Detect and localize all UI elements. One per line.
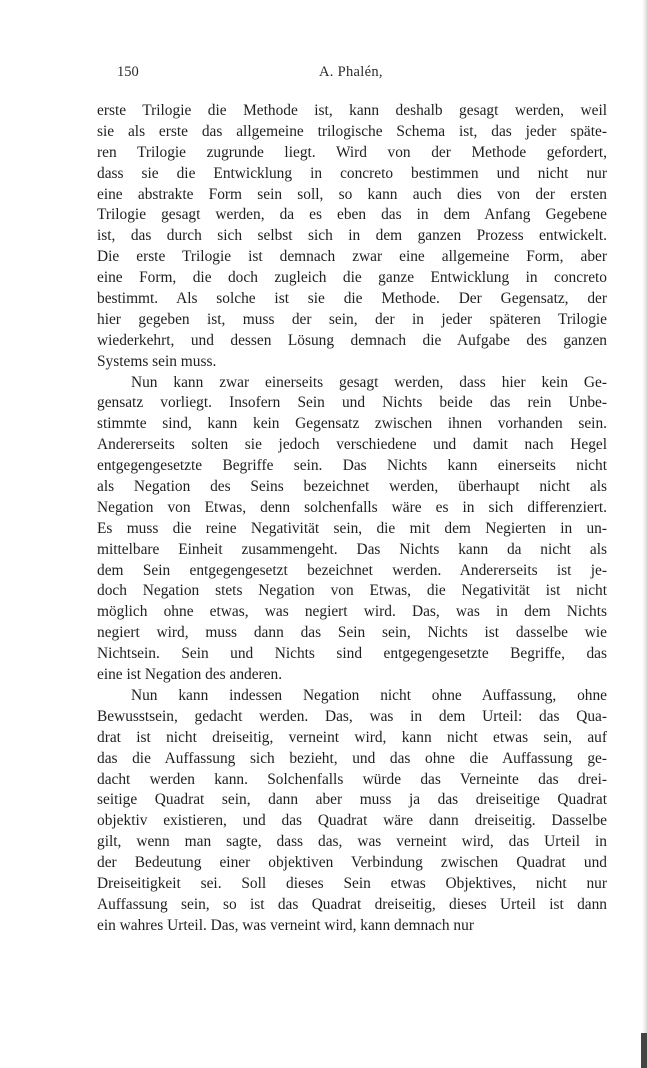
text-line: Nun kann zwar einerseits gesagt werden, dass hier kein Ge- bbox=[131, 373, 607, 391]
page-number: 150 bbox=[117, 64, 139, 80]
text-line: gilt, wenn man sagte, dass das, was verneint wird, das Urteil in bbox=[97, 833, 607, 851]
text-line: eine Form, die doch zugleich die ganze Entwicklung in concreto bbox=[97, 269, 607, 287]
page-edge-shadow bbox=[642, 0, 648, 1068]
body-text bbox=[97, 101, 607, 937]
paragraph bbox=[97, 101, 607, 373]
text-line: doch Negation stets Negation von Etwas, die Negativität ist nicht bbox=[97, 582, 607, 600]
text-line: hier gegeben ist, muss der sein, der in jeder späteren Trilogie bbox=[97, 310, 607, 328]
running-head: A. Phalén, bbox=[319, 64, 383, 80]
page-edge-mark bbox=[641, 1033, 647, 1068]
text-line: objektiv existieren, und das Quadrat wäre dann dreiseitig. Dasselbe bbox=[97, 812, 607, 830]
text-line: bestimmt. Als solche ist sie die Methode. Der Gegensatz, der bbox=[97, 290, 607, 308]
text-line: Dreiseitigkeit sei. Soll dieses Sein etwas Objektives, nicht nur bbox=[97, 874, 607, 892]
text-line: gensatz vorliegt. Insofern Sein und Nichts beide das rein Unbe- bbox=[97, 394, 607, 412]
text-line: Systems sein muss. bbox=[97, 352, 217, 370]
text-line: drat ist nicht dreiseitig, verneint wird, kann nicht etwas sein, auf bbox=[97, 728, 607, 746]
text-line: wiederkehrt, und dessen Lösung demnach die Aufgabe des ganzen bbox=[97, 331, 607, 349]
text-line: dem Sein entgegengesetzt bezeichnet werden. Andererseits ist je- bbox=[97, 561, 607, 579]
text-line: mittelbare Einheit zusammengeht. Das Nichts kann da nicht als bbox=[97, 540, 607, 558]
text-line: Nichtsein. Sein und Nichts sind entgegengesetzte Begriffe, das bbox=[97, 645, 607, 663]
text-line: Auffassung sein, so ist das Quadrat dreiseitig, dieses Urteil ist dann bbox=[97, 895, 607, 913]
text-line: Die erste Trilogie ist demnach zwar eine allgemeine Form, aber bbox=[97, 248, 607, 266]
text-line: entgegengesetzte Begriffe sein. Das Nichts kann einerseits nicht bbox=[97, 457, 607, 475]
text-line: eine abstrakte Form sein soll, so kann auch dies von der ersten bbox=[97, 185, 607, 203]
paragraph bbox=[97, 373, 607, 686]
text-line: Nun kann indessen Negation nicht ohne Auffassung, ohne bbox=[131, 686, 607, 704]
text-line: Trilogie gesagt werden, da es eben das in dem Anfang Gegebene bbox=[97, 206, 607, 224]
text-line: das die Auffassung sich bezieht, und das ohne die Auffassung ge- bbox=[97, 749, 607, 767]
text-line: Negation von Etwas, denn solchenfalls wäre es in sich differenziert. bbox=[97, 498, 607, 516]
text-line: stimmte sind, kann kein Gegensatz zwischen ihnen vorhanden sein. bbox=[97, 415, 607, 433]
text-line: ren Trilogie zugrunde liegt. Wird von der Methode gefordert, bbox=[97, 143, 607, 161]
text-line: möglich ohne etwas, was negiert wird. Das, was in dem Nichts bbox=[97, 603, 607, 621]
text-line: Andererseits solten sie jedoch verschiedene und damit nach Hegel bbox=[97, 436, 607, 454]
text-line: ein wahres Urteil. Das, was verneint wird, kann demnach nur bbox=[97, 916, 474, 934]
text-line: seitige Quadrat sein, dann aber muss ja das dreiseitige Quadrat bbox=[97, 791, 607, 809]
page-header bbox=[117, 64, 607, 84]
text-line: ist, das durch sich selbst sich in dem ganzen Prozess entwickelt. bbox=[97, 227, 607, 245]
text-line: eine ist Negation des anderen. bbox=[97, 666, 283, 684]
text-line: Es muss die reine Negativität sein, die mit dem Negierten in un- bbox=[97, 519, 607, 537]
text-line: Bewusstsein, gedacht werden. Das, was in dem Urteil: das Qua- bbox=[97, 707, 607, 725]
text-line: sie als erste das allgemeine trilogische Schema ist, das jeder späte- bbox=[97, 122, 607, 140]
text-line: dacht werden kann. Solchenfalls würde das Verneinte das drei- bbox=[97, 770, 607, 788]
text-line: negiert wird, muss dann das Sein sein, Nichts ist dasselbe wie bbox=[97, 624, 607, 642]
text-line: der Bedeutung einer objektiven Verbindung zwischen Quadrat und bbox=[97, 854, 607, 872]
paragraph bbox=[97, 686, 607, 937]
text-line: als Negation des Seins bezeichnet werden, überhaupt nicht als bbox=[97, 478, 607, 496]
text-line: dass sie die Entwicklung in concreto bestimmen und nicht nur bbox=[97, 164, 607, 182]
text-line: erste Trilogie die Methode ist, kann deshalb gesagt werden, weil bbox=[97, 102, 607, 119]
